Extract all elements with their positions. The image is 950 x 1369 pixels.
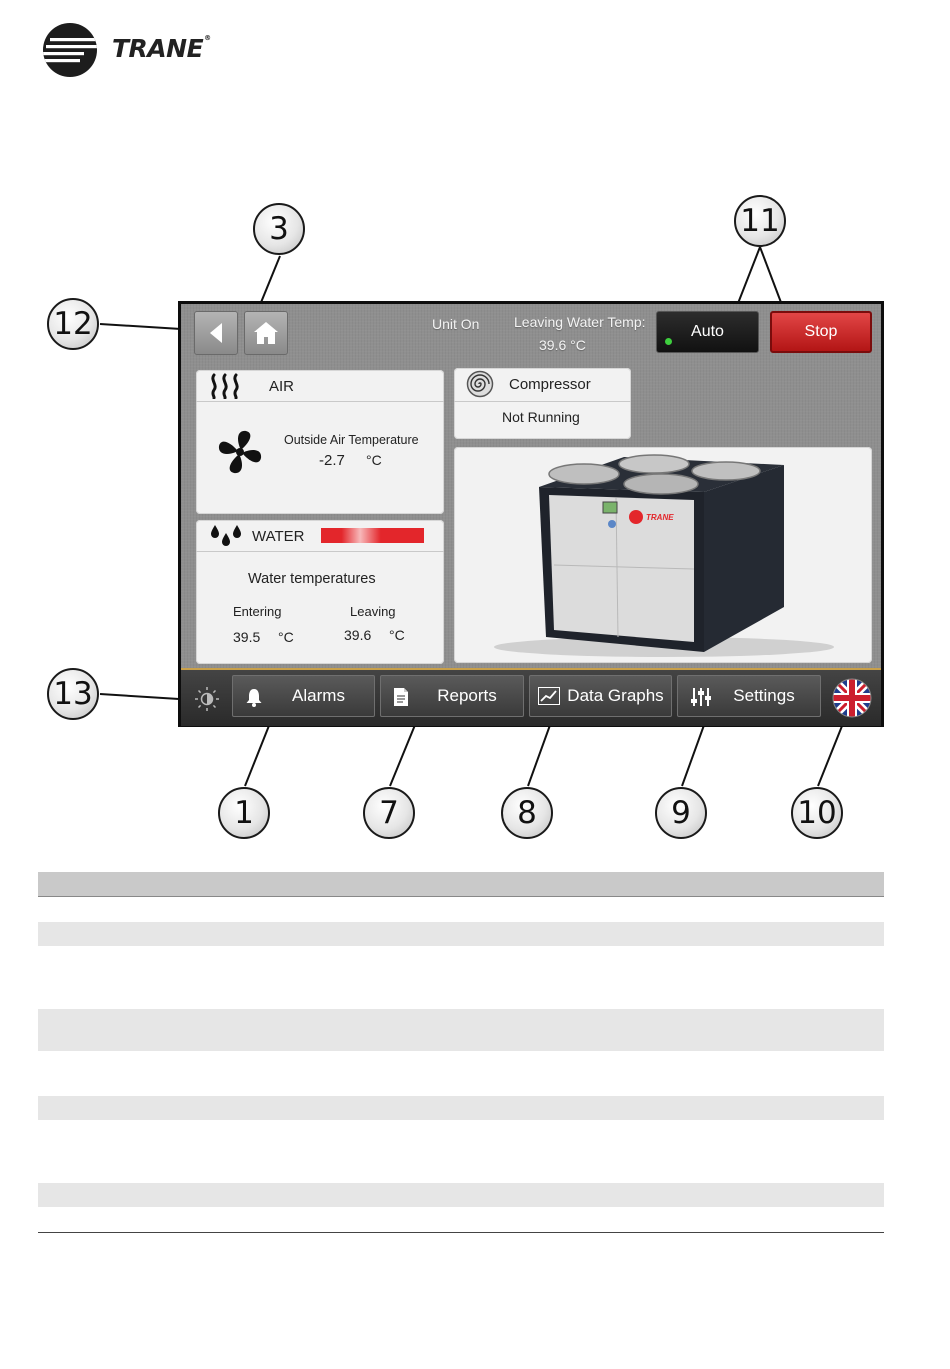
controller-screen bbox=[178, 301, 884, 727]
callout-8: 8 bbox=[501, 787, 553, 839]
outside-air-temp-unit: °C bbox=[366, 452, 382, 468]
table-row bbox=[38, 1096, 884, 1120]
outside-air-temp-label: Outside Air Temperature bbox=[284, 433, 419, 447]
callout-3: 3 bbox=[253, 203, 305, 255]
screen-content bbox=[181, 304, 881, 724]
water-panel-title: WATER bbox=[252, 528, 305, 545]
stop-button-label: Stop bbox=[804, 323, 838, 340]
registered-mark: ® bbox=[204, 34, 211, 42]
compressor-panel[interactable] bbox=[454, 368, 631, 439]
settings-button[interactable] bbox=[677, 675, 821, 717]
compressor-panel-header bbox=[454, 368, 631, 402]
stop-button[interactable] bbox=[770, 311, 872, 353]
heat-waves-icon bbox=[208, 373, 244, 399]
callout-1: 1 bbox=[218, 787, 270, 839]
trane-logo bbox=[42, 22, 222, 80]
water-panel[interactable] bbox=[196, 520, 444, 664]
unit-image-panel bbox=[454, 447, 872, 663]
data-graphs-button[interactable] bbox=[529, 675, 672, 717]
reports-label: Reports bbox=[437, 686, 497, 705]
leaving-unit: °C bbox=[389, 627, 405, 643]
unit-badge-text: TRANE bbox=[646, 513, 674, 522]
alarms-label: Alarms bbox=[292, 686, 345, 705]
auto-button[interactable] bbox=[656, 311, 759, 353]
fan-icon bbox=[216, 428, 264, 476]
leaving-water-temp-label: Leaving Water Temp: bbox=[514, 314, 646, 330]
water-drops-icon bbox=[210, 523, 242, 549]
back-arrow-icon bbox=[208, 322, 224, 344]
compressor-icon bbox=[466, 370, 494, 398]
entering-label: Entering bbox=[233, 604, 282, 619]
entering-value: 39.5 bbox=[233, 629, 261, 645]
callout-12: 12 bbox=[47, 298, 99, 350]
callout-13: 13 bbox=[47, 668, 99, 720]
compressor-status: Not Running bbox=[502, 409, 580, 425]
table-header bbox=[38, 872, 884, 897]
callout-11: 11 bbox=[734, 195, 786, 247]
alarms-button[interactable] bbox=[232, 675, 375, 717]
water-flow-indicator-bar bbox=[321, 528, 424, 543]
reports-button[interactable] bbox=[380, 675, 524, 717]
unit-state-text: Unit On bbox=[432, 316, 480, 332]
callout-10: 10 bbox=[791, 787, 843, 839]
status-led-icon bbox=[665, 338, 672, 345]
logo-wordmark: TRANE bbox=[112, 34, 204, 63]
air-panel-header bbox=[196, 370, 444, 402]
compressor-panel-title: Compressor bbox=[509, 376, 591, 393]
back-button[interactable] bbox=[194, 311, 238, 355]
auto-button-label: Auto bbox=[691, 323, 724, 340]
air-panel-title: AIR bbox=[269, 378, 295, 395]
data-graphs-label: Data Graphs bbox=[567, 686, 664, 705]
trane-logo-icon bbox=[42, 22, 100, 80]
brightness-icon[interactable] bbox=[194, 686, 220, 712]
water-temps-subtitle: Water temperatures bbox=[248, 571, 376, 587]
home-icon bbox=[253, 321, 279, 345]
table-row bbox=[38, 1009, 884, 1051]
water-panel-header bbox=[196, 520, 444, 552]
table-row bbox=[38, 1183, 884, 1207]
settings-label: Settings bbox=[733, 686, 795, 705]
air-panel[interactable] bbox=[196, 370, 444, 514]
callout-9: 9 bbox=[655, 787, 707, 839]
table-bottom-rule bbox=[38, 1232, 884, 1233]
leaving-water-temp-value: 39.6 °C bbox=[539, 337, 586, 353]
chiller-unit-illustration bbox=[454, 447, 872, 663]
table-row bbox=[38, 922, 884, 946]
callout-7: 7 bbox=[363, 787, 415, 839]
leaving-label: Leaving bbox=[350, 604, 396, 619]
home-button[interactable] bbox=[244, 311, 288, 355]
leaving-value: 39.6 bbox=[344, 627, 372, 643]
outside-air-temp-value: -2.7 bbox=[319, 452, 345, 469]
uk-flag-language-icon[interactable] bbox=[832, 678, 872, 718]
entering-unit: °C bbox=[278, 629, 294, 645]
bottom-nav-bar bbox=[181, 668, 881, 726]
